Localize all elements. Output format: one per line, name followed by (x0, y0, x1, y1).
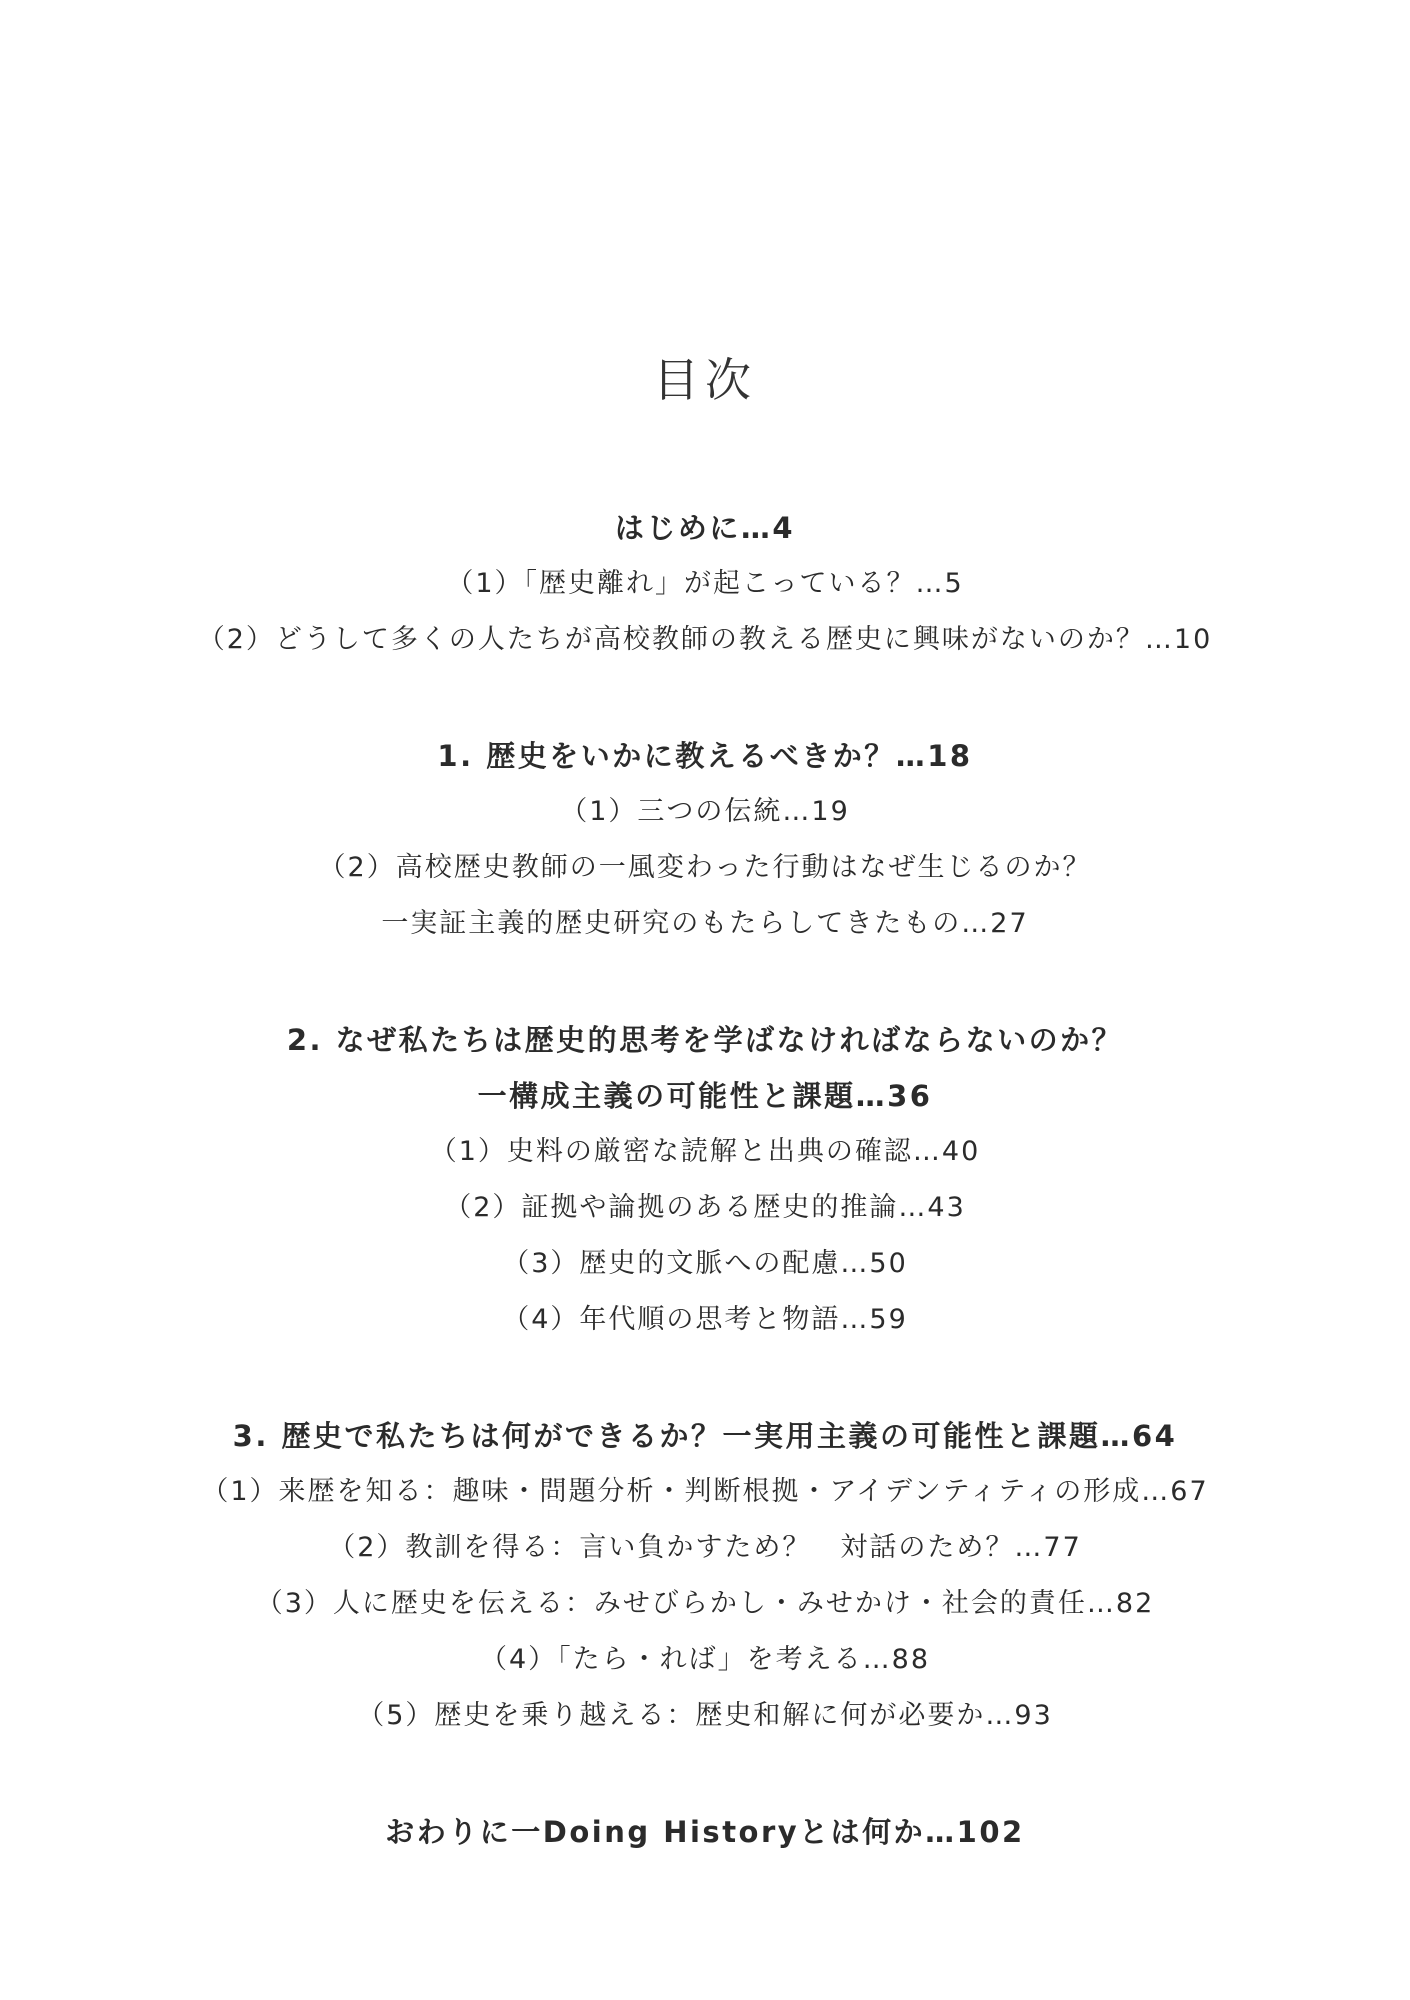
toc-heading-chapter-2: 2. なぜ私たちは歴史的思考を学ばなければならないのか？ (286, 1023, 1124, 1057)
toc-item: （5）歴史を乗り越える：歴史和解に何が必要か…93 (357, 1700, 1053, 1731)
table-of-contents (0, 500, 1410, 1860)
toc-item: （4）年代順の思考と物語…59 (502, 1304, 908, 1335)
toc-item: （1）史料の厳密な読解と出典の確認…40 (429, 1136, 981, 1167)
toc-item: （4）「たら・れば」を考える…88 (479, 1644, 931, 1675)
toc-item: （1）来歴を知る：趣味・問題分析・判断根拠・アイデンティティの形成…67 (201, 1476, 1209, 1507)
toc-item: （2）教訓を得る：言い負かすため？ 対話のため？…77 (328, 1532, 1082, 1563)
toc-item: 一実証主義的歴史研究のもたらしてきたもの…27 (381, 908, 1029, 939)
toc-item: （3）歴史的文脈への配慮…50 (502, 1248, 908, 1279)
section-spacer (0, 1744, 1410, 1804)
toc-item: （2）証拠や論拠のある歴史的推論…43 (444, 1192, 966, 1223)
toc-item: （1）「歴史離れ」が起こっている？…5 (446, 568, 964, 599)
toc-item: （2）どうして多くの人たちが高校教師の教える歴史に興味がないのか？…10 (197, 624, 1213, 655)
section-spacer (0, 952, 1410, 1012)
page-title: 目次 (653, 353, 757, 407)
toc-item: （3）人に歴史を伝える：みせびらかし・みせかけ・社会的責任…82 (255, 1588, 1155, 1619)
toc-item: （2）高校歴史教師の一風変わった行動はなぜ生じるのか？ (318, 852, 1092, 883)
toc-heading-intro: はじめに…4 (614, 511, 796, 545)
section-spacer (0, 668, 1410, 728)
toc-heading-chapter-1: 1. 歴史をいかに教えるべきか？…18 (437, 739, 973, 773)
toc-heading-outro: おわりに一Doing Historyとは何か…102 (385, 1815, 1025, 1849)
section-spacer (0, 1348, 1410, 1408)
toc-item: （1）三つの伝統…19 (560, 796, 850, 827)
toc-heading-chapter-3: 3. 歴史で私たちは何ができるか？一実用主義の可能性と課題…64 (232, 1419, 1178, 1453)
toc-subheading-chapter-2: 一構成主義の可能性と課題…36 (477, 1079, 933, 1113)
